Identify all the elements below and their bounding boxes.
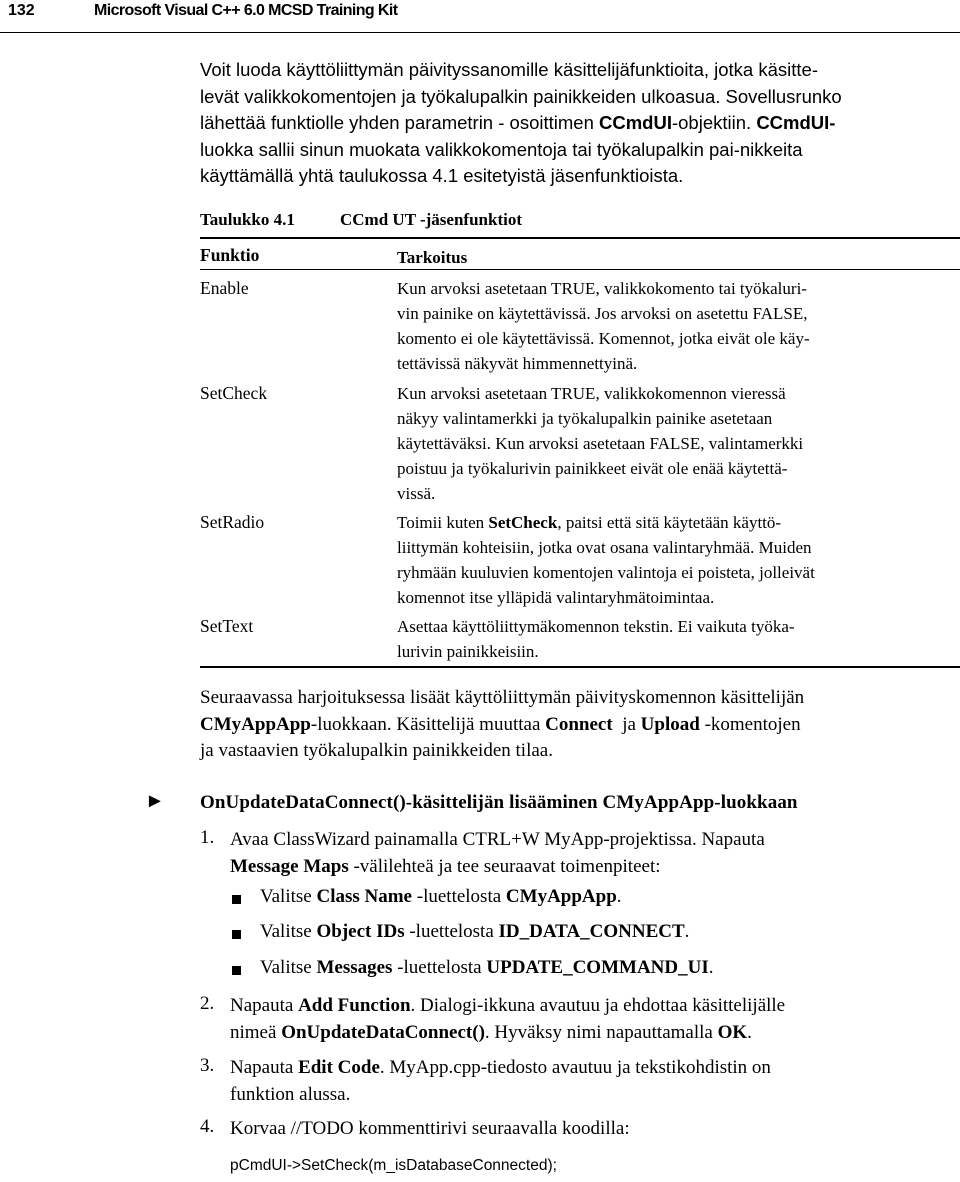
step-number: 1. (200, 827, 215, 848)
bullet-icon (232, 930, 241, 939)
bullet-item: Valitse Messages -luettelosta UPDATE_COMMAND_UI. (260, 957, 714, 978)
table-caption-label: Taulukko 4.1 (200, 210, 295, 229)
intro-line: levät valikkokomentojen ja työkalupalkin painikkeiden ulkoasua. Sovellusrunko (200, 85, 842, 107)
intro-line: Voit luoda käyttöliittymän päivityssanomille käsittelijäfunktioita, jotka käsitte- (200, 59, 818, 80)
table-caption-title: CCmd UT -jäsenfunktiot (340, 210, 522, 229)
table-top-rule (200, 237, 960, 239)
page-header (0, 0, 960, 34)
bullet-item: Valitse Object IDs -luettelosta ID_DATA_CONNECT. (260, 921, 690, 942)
table-header-rule (200, 269, 960, 270)
intro-line: käyttämällä yhtä taulukossa 4.1 esitetyistä jäsenfunktioista. (200, 165, 684, 186)
table-row-desc: Kun arvoksi asetetaan TRUE, valikkokomento tai työkaluri- vin painike on käytettävissä. Jos arvoksi on asetettu FALSE, komento ei ole käytettävissä. Komennot, jotka eivät ole käy- tettävissä näkyvät himmennettyinä. (397, 279, 810, 373)
table-header-purpose: Tarkoitus (397, 248, 468, 267)
step-text: Avaa ClassWizard painamalla CTRL+W MyApp-projektissa. Napauta Message Maps -välilehteä ja tee seuraavat toimenpiteet: (230, 829, 765, 877)
table-row-desc: Kun arvoksi asetetaan TRUE, valikkokomennon vieressä näkyy valintamerkki ja työkalupalkin painike asetetaan käytettäväksi. Kun arvoksi asetetaan FALSE, valintamerkki poistuu ja työkalurivin painikkeet eivät ole enää käytettä- vissä. (397, 384, 804, 503)
step-text: Korvaa //TODO kommenttirivi seuraavalla koodilla: (230, 1118, 630, 1139)
bullet-icon (232, 895, 241, 904)
table-row-desc: Toimii kuten SetCheck, paitsi että sitä käytetään käyttö- liittymän kohteisiin, jotka ovat osana valintaryhmää. Muiden ryhmään kuuluvien komentojen valintoja ei poisteta, jolleivät komennot itse ylläpidä valintaryhmätoimintaa. (397, 513, 815, 607)
table-row-name: SetText (200, 616, 254, 636)
table-row-name: Enable (200, 278, 249, 298)
table-bottom-rule (200, 666, 960, 668)
header-rule (0, 32, 960, 33)
intro-line: lähettää funktiolle yhden parametrin - osoittimen CCmdUI-objektiin. CCmdUI- (200, 112, 836, 133)
step-text: Napauta Add Function. Dialogi-ikkuna avautuu ja ehdottaa käsittelijälle nimeä OnUpdateDataConnect(). Hyväksy nimi napauttamalla OK. (230, 995, 786, 1043)
bullet-item: Valitse Class Name -luettelosta CMyAppApp. (260, 886, 622, 907)
step-number: 3. (200, 1055, 215, 1076)
table-row-desc: Asettaa käyttöliittymäkomennon tekstin. Ei vaikuta työka- lurivin painikkeisiin. (397, 617, 795, 661)
followup-paragraph: Seuraavassa harjoituksessa lisäät käyttöliittymän päivityskomennon käsittelijän CMyAppApp-luokkaan. Käsittelijä muuttaa Connect ja Upload -komentojen ja vastaavien työkalupalkin painikkeiden tilaa. (200, 687, 805, 761)
bullet-icon (232, 966, 241, 975)
table-row-name: SetRadio (200, 512, 265, 532)
step-number: 4. (200, 1116, 215, 1137)
table-row-name: SetCheck (200, 383, 268, 403)
table-header-function: Funktio (200, 245, 260, 265)
code-line: pCmdUI->SetCheck(m_isDatabaseConnected); (230, 1157, 557, 1174)
step-number: 2. (200, 993, 215, 1014)
procedure-title: OnUpdateDataConnect()-käsittelijän lisääminen CMyAppApp-luokkaan (200, 792, 798, 813)
book-title: Microsoft Visual C++ 6.0 MCSD Training Kit (94, 2, 398, 19)
page-number: 132 (8, 2, 35, 19)
intro-line: luokka sallii sinun muokata valikkokomentoja tai työkalupalkin pai-nikkeita (200, 138, 803, 160)
procedure-arrow-icon: ► (145, 790, 165, 812)
intro-paragraph (200, 57, 935, 190)
step-text: Napauta Edit Code. MyApp.cpp-tiedosto avautuu ja tekstikohdistin on funktion alussa. (230, 1057, 771, 1105)
